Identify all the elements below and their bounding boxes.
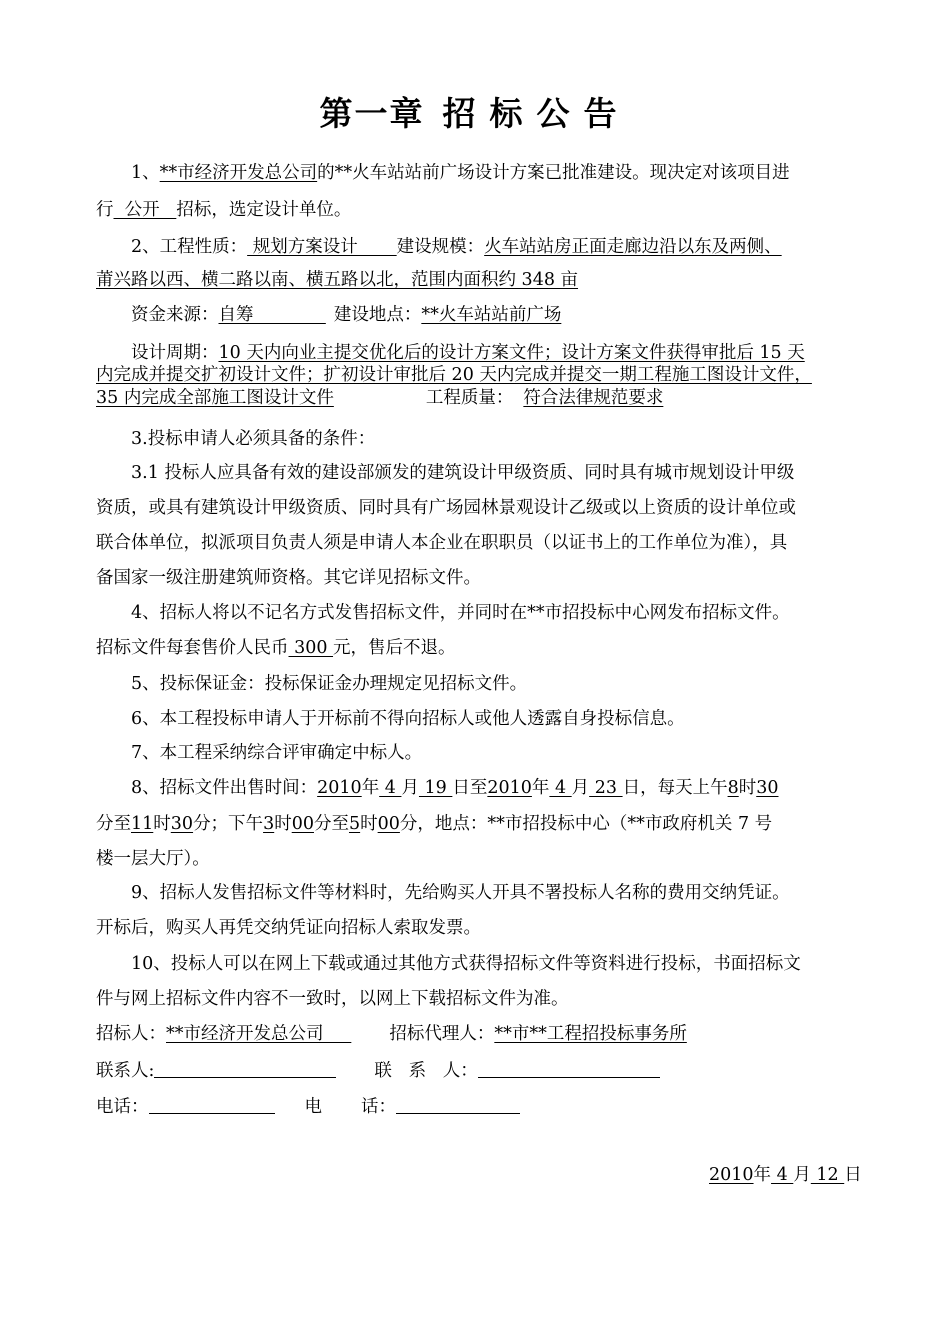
p8-line2: 分至11时30分；下午3时00分至5时00分，地点：**市招投标中心（**市政府机关 7 号: [96, 814, 773, 834]
phone-line: 电话： 电 话：: [96, 1095, 876, 1119]
title-name: 招标公告: [442, 94, 631, 133]
project-scale-cont: 莆兴路以西、横二路以南、横五路以北，范围内面积约 348 亩: [96, 270, 579, 290]
phone-blank-1: [149, 1097, 275, 1114]
p2-line2: [96, 268, 876, 292]
tenderer-name: **市经济开发总公司: [166, 1024, 352, 1044]
p6-line: 6、本工程投标申请人于开标前不得向招标人或他人透露自身投标信息。: [131, 709, 685, 729]
period-line3: 35 内完成全部施工图设计文件 工程质量： 符合法律规范要求: [96, 388, 664, 408]
p2-line1: 2、工程性质： 规划方案设计 建设规模：火车站站房正面走廊边沿以东及两侧、: [131, 237, 782, 257]
contact-line: 联系人: 联 系 人：: [96, 1059, 876, 1083]
tender-method: 公开: [113, 200, 177, 220]
document-date: 2010年 4 月 12 日: [709, 1165, 862, 1185]
p9-line1: 9、招标人发售招标文件等材料时，先给购买人开具不署投标人名称的费用交纳凭证。: [131, 883, 790, 903]
page-title: [0, 88, 950, 135]
p3-line4: 备国家一级注册建筑师资格。其它详见招标文件。: [96, 568, 481, 588]
agent-name: **市**工程招投标事务所: [494, 1024, 687, 1044]
tenderer-line: 招标人：**市经济开发总公司 招标代理人：**市**工程招投标事务所: [96, 1024, 687, 1044]
p10-line2: 件与网上招标文件内容不一致时，以网上下载招标文件为准。: [96, 989, 569, 1009]
p3-line2: 资质，或具有建筑设计甲级资质、同时具有广场园林景观设计乙级或以上资质的设计单位或: [96, 498, 796, 518]
title-chapter: 第一章: [319, 94, 425, 133]
design-period: 10 天内向业主提交优化后的设计方案文件；设计方案文件获得审批后 15 天: [218, 343, 805, 363]
contact-blank-2: [478, 1061, 660, 1078]
p9-line2: 开标后，购买人再凭交纳凭证向招标人索取发票。: [96, 918, 481, 938]
period-line2: 内完成并提交扩初设计文件；扩初设计审批后 20 天内完成并提交一期工程施工图设计文件，: [96, 365, 812, 385]
document-price: 300: [288, 638, 334, 658]
p8-line1: 8、招标文件出售时间：2010年 4 月 19 日至2010年 4 月 23 日，每天上午8时30: [131, 778, 779, 798]
owner-name: **市经济开发总公司: [159, 163, 318, 183]
contact-blank-1: [154, 1061, 336, 1078]
phone-blank-2: [396, 1097, 520, 1114]
p3-heading: 3.投标申请人必须具备的条件：: [131, 429, 376, 449]
p1-line2: 行 公开 招标，选定设计单位。: [96, 200, 352, 220]
p4-line2: 招标文件每套售价人民币 300 元，售后不退。: [96, 638, 456, 658]
construction-site: **火车站站前广场: [421, 305, 562, 325]
p4-line1: 4、招标人将以不记名方式发售招标文件，并同时在**市招投标中心网发布招标文件。: [131, 603, 790, 623]
p10-line1: 10、投标人可以在网上下载或通过其他方式获得招标文件等资料进行投标，书面招标文: [131, 954, 801, 974]
project-scale: 火车站站房正面走廊边沿以东及两侧、: [484, 237, 782, 257]
p7-line: 7、本工程采纳综合评审确定中标人。: [131, 743, 423, 763]
funding-line: 资金来源：自筹 建设地点：**火车站站前广场: [131, 305, 562, 325]
p8-line3: 楼一层大厅）。: [96, 849, 210, 869]
period-line1: 设计周期：10 天内向业主提交优化后的设计方案文件；设计方案文件获得审批后 15 天: [131, 343, 805, 363]
p1-line1: 1、**市经济开发总公司的**火车站站前广场设计方案已批准建设。现决定对该项目进: [131, 163, 790, 183]
p5-line: 5、投标保证金：投标保证金办理规定见招标文件。: [131, 674, 528, 694]
project-nature: 规划方案设计: [247, 237, 397, 257]
p3-line3: 联合体单位，拟派项目负责人须是申请人本企业在职职员（以证书上的工作单位为准），具: [96, 533, 788, 553]
quality-requirement: 符合法律规范要求: [523, 388, 664, 408]
p3-line1: 3.1 投标人应具备有效的建设部颁发的建筑设计甲级资质、同时具有城市规划设计甲级: [131, 463, 795, 483]
funding-source: 自筹: [218, 305, 326, 325]
